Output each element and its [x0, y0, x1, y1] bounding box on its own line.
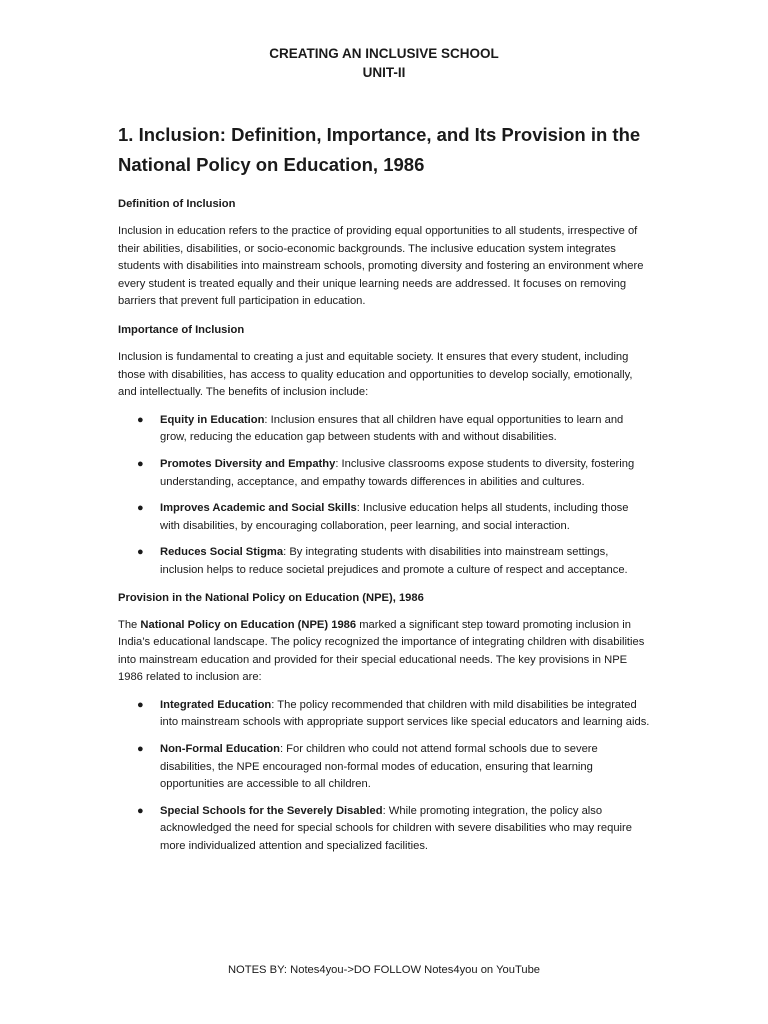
provisions-list: [118, 697, 650, 856]
importance-paragraph: Inclusion is fundamental to creating a just and equitable society. It ensures that every student, including those with disabilities, has access to quality education and opportunities to develop socially, emotionally, and intellectually. The benefits of inclusion include:: [118, 350, 633, 399]
bullet-icon: ●: [137, 743, 144, 756]
list-item-text: : Inclusive classrooms expose students to diversity, fostering understanding, acceptance, and empathy towards differences in abilities and cultures.: [160, 457, 635, 488]
list-item: [118, 412, 650, 447]
section-heading: 1. Inclusion: Definition, Importance, and Its Provision in the National Policy on Education, 1986: [118, 124, 641, 175]
document-title: CREATING AN INCLUSIVE SCHOOL: [269, 46, 499, 61]
list-item-text: : Inclusion ensures that all children have equal opportunities to learn and grow, reducing the education gap between students with and without disabilities.: [160, 413, 624, 444]
bullet-icon: ●: [137, 457, 144, 470]
list-item: [118, 500, 650, 535]
list-item-term: Integrated Education: [160, 698, 272, 711]
npe-paragraph: [118, 617, 650, 687]
npe-paragraph-prefix: The: [118, 618, 141, 631]
importance-subheading: Importance of Inclusion: [118, 323, 245, 336]
list-item: [118, 456, 650, 491]
bullet-icon: ●: [137, 413, 144, 426]
bullet-icon: ●: [137, 804, 144, 817]
list-item: [118, 741, 650, 794]
npe-paragraph-rest: marked a significant step toward promoting inclusion in India’s educational landscape. The policy recognized the importance of integrating children with disabilities into mainstream education and provided for their special educational needs. The key provisions in NPE 1986 related to inclusion are:: [118, 618, 645, 684]
list-item-term: Improves Academic and Social Skills: [160, 502, 357, 515]
list-item-text: : For children who could not attend formal schools due to severe disabilities, the NPE encouraged non-formal modes of education, ensuring that learning opportunities are accessible to all children.: [160, 743, 598, 791]
list-item: [118, 803, 650, 856]
list-item-term: Non-Formal Education: [160, 743, 280, 756]
definition-subheading: Definition of Inclusion: [118, 198, 236, 210]
document-header: [0, 44, 768, 82]
page-footer: NOTES BY: Notes4you->DO FOLLOW Notes4you on YouTube: [227, 964, 541, 976]
npe-subheading: Provision in the National Policy on Education (NPE), 1986: [118, 591, 424, 604]
list-item: [118, 697, 650, 732]
bullet-icon: ●: [137, 698, 144, 711]
list-item-text: : While promoting integration, the policy also acknowledged the need for special schools for children with severe disabilities who may require more individualized attention and specialized facilities.: [160, 804, 632, 853]
list-item-text: : Inclusive education helps all students, including those with disabilities, by encouraging collaboration, peer learning, and social interaction.: [160, 502, 629, 532]
definition-paragraph: Inclusion in education refers to the practice of providing equal opportunities to all students, irrespective of their abilities, disabilities, or socio-economic backgrounds. The inclusive education system integrates students with disabilities into mainstream schools, promoting diversity and fostering an environment where every student is treated equally and their unique learning needs are addressed. It focuses on removing barriers that prevent full participation in education.: [118, 225, 644, 308]
list-item: [118, 544, 650, 579]
benefits-list: [118, 412, 650, 580]
list-item-term: Equity in Education: [160, 413, 265, 426]
unit-label: UNIT-II: [362, 65, 406, 80]
npe-paragraph-bold: National Policy on Education (NPE) 1986: [140, 618, 357, 631]
bullet-icon: ●: [137, 502, 144, 515]
list-item-text: : The policy recommended that children with mild disabilities be integrated into mainstream schools with appropriate support services like special educators and learning aids.: [160, 698, 650, 729]
document-body: [118, 120, 650, 865]
list-item-term: Reduces Social Stigma: [160, 546, 284, 559]
list-item-text: : By integrating students with disabilities into mainstream settings, inclusion helps to reduce societal prejudices and promote a culture of respect and acceptance.: [160, 546, 628, 576]
bullet-icon: ●: [137, 546, 144, 559]
list-item-term: Promotes Diversity and Empathy: [160, 457, 336, 470]
list-item-term: Special Schools for the Severely Disabled: [160, 804, 383, 817]
